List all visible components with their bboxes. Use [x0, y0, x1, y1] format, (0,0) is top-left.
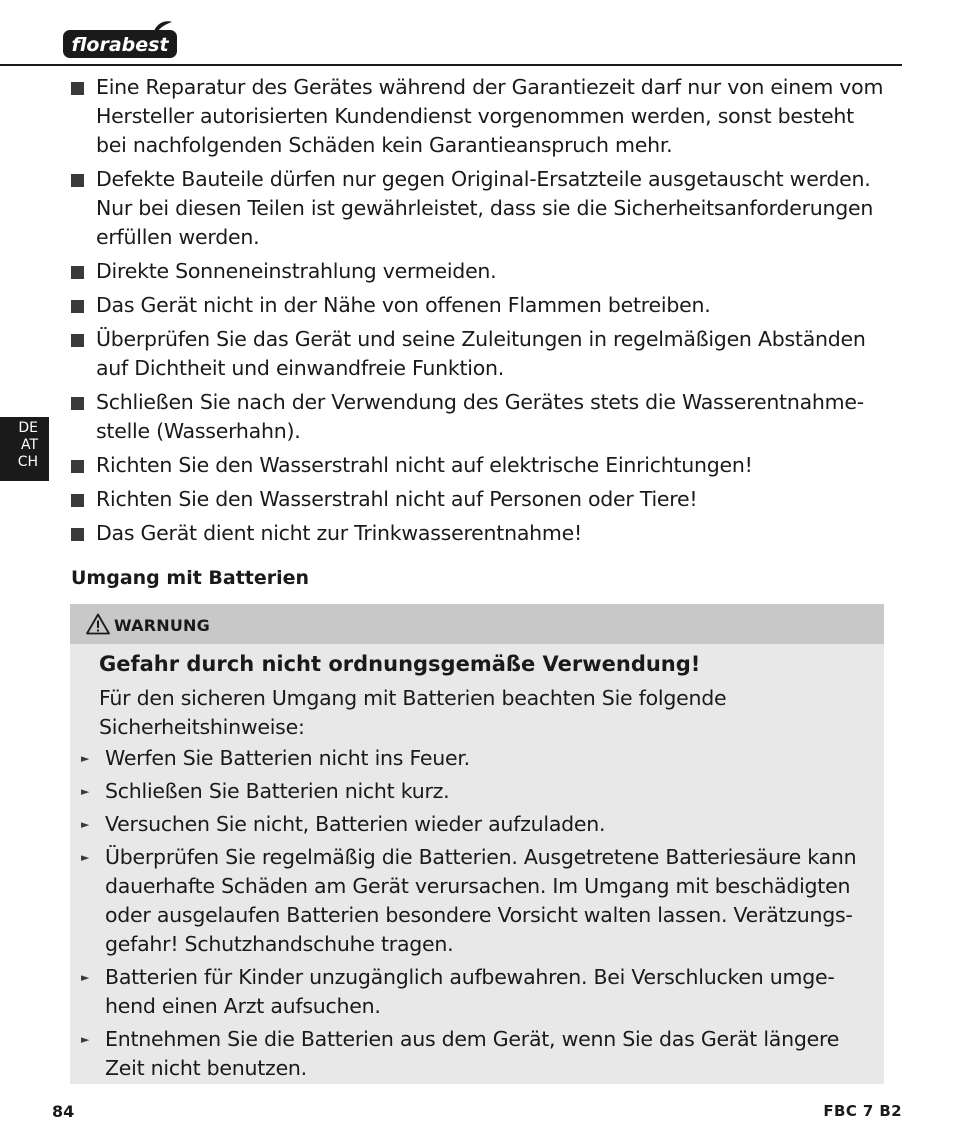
list-item [70, 388, 890, 446]
list-item-text: Schließen Sie Batterien nicht kurz. [105, 779, 450, 803]
square-bullet-icon [71, 334, 84, 347]
list-item-text: Eine Reparatur des Gerätes während der Garantiezeit darf nur von einem vom Hersteller autorisierten Kundendienst vorgenommen werden, sonst besteht bei nachfolgenden Schäden kein Garantieanspruch mehr. [96, 75, 884, 157]
language-code: AT [20, 437, 38, 453]
arrow-bullet-icon: ► [81, 818, 90, 831]
arrow-bullet-icon: ► [81, 1033, 90, 1046]
square-bullet-icon [71, 266, 84, 279]
warning-title: Gefahr durch nicht ordnungsgemäße Verwendung! [99, 652, 701, 676]
list-item-text: Batterien für Kinder unzugänglich aufbewahren. Bei Verschlucken umge-hend einen Arzt aufsuchen. [105, 965, 835, 1018]
list-item [79, 744, 869, 773]
section-heading: Umgang mit Batterien [71, 567, 310, 589]
logo-wordmark: florabest [71, 34, 169, 56]
list-item [70, 451, 890, 480]
warning-intro: Für den sicheren Umgang mit Batterien beachten Sie folgende Sicherheitshinweise: [99, 686, 727, 739]
list-item-text: Defekte Bauteile dürfen nur gegen Original-Ersatzteile ausgetauscht werden. Nur bei diesen Teilen ist gewährleistet, dass sie die Sicherheitsanforderungen erfüllen werden. [96, 167, 874, 249]
square-bullet-icon [71, 460, 84, 473]
arrow-bullet-icon: ► [81, 851, 90, 864]
list-item-text: Richten Sie den Wasserstrahl nicht auf Personen oder Tiere! [96, 487, 698, 511]
list-item [70, 291, 890, 320]
arrow-bullet-icon: ► [81, 971, 90, 984]
list-item-text: Richten Sie den Wasserstrahl nicht auf elektrische Einrichtungen! [96, 453, 753, 477]
list-item [70, 257, 890, 286]
warning-header [70, 604, 884, 644]
list-item-text: Überprüfen Sie das Gerät und seine Zuleitungen in regelmäßigen Abständen auf Dichtheit und einwandfreie Funktion. [96, 327, 866, 380]
list-item-text: Direkte Sonneneinstrahlung vermeiden. [96, 259, 497, 283]
square-bullet-icon [71, 82, 84, 95]
list-item-text: Schließen Sie nach der Verwendung des Gerätes stets die Wasserentnahme-stelle (Wasserhahn). [96, 390, 864, 443]
list-item-text: Das Gerät nicht in der Nähe von offenen Flammen betreiben. [96, 293, 711, 317]
list-item [79, 1025, 869, 1083]
list-item [79, 777, 869, 806]
language-tab [0, 417, 49, 481]
safety-instructions-list [70, 73, 890, 553]
list-item [70, 73, 890, 160]
list-item-text: Werfen Sie Batterien nicht ins Feuer. [105, 746, 470, 770]
list-item [70, 485, 890, 514]
list-item-text: Überprüfen Sie regelmäßig die Batterien. Ausgetretene Batteriesäure kann dauerhafte Schäden am Gerät verursachen. Im Umgang mit beschädigten oder ausgelaufen Batterien besondere Vorsicht walten lassen. Verätzungs-gefahr! Schutzhandschuhe tragen. [105, 845, 857, 956]
square-bullet-icon [71, 528, 84, 541]
list-item [79, 843, 869, 959]
warning-box [70, 604, 884, 1084]
language-code: CH [17, 454, 38, 470]
battery-instructions-list [79, 744, 869, 1087]
square-bullet-icon [71, 300, 84, 313]
list-item-text: Versuchen Sie nicht, Batterien wieder aufzuladen. [105, 812, 606, 836]
arrow-bullet-icon: ► [81, 752, 90, 765]
list-item-text: Das Gerät dient nicht zur Trinkwasserentnahme! [96, 521, 582, 545]
warning-triangle-icon [86, 613, 110, 635]
florabest-logo [62, 20, 178, 60]
model-number: FBC 7 B2 [823, 1102, 902, 1120]
square-bullet-icon [71, 397, 84, 410]
list-item [79, 963, 869, 1021]
list-item-text: Entnehmen Sie die Batterien aus dem Gerät, wenn Sie das Gerät längere Zeit nicht benutzen. [105, 1027, 840, 1080]
language-code: DE [18, 420, 38, 436]
page-number: 84 [52, 1102, 75, 1121]
list-item [70, 519, 890, 548]
square-bullet-icon [71, 174, 84, 187]
list-item [70, 165, 890, 252]
header-rule [0, 64, 902, 66]
list-item [79, 810, 869, 839]
arrow-bullet-icon: ► [81, 785, 90, 798]
square-bullet-icon [71, 494, 84, 507]
warning-label: WARNUNG [114, 616, 210, 635]
list-item [70, 325, 890, 383]
